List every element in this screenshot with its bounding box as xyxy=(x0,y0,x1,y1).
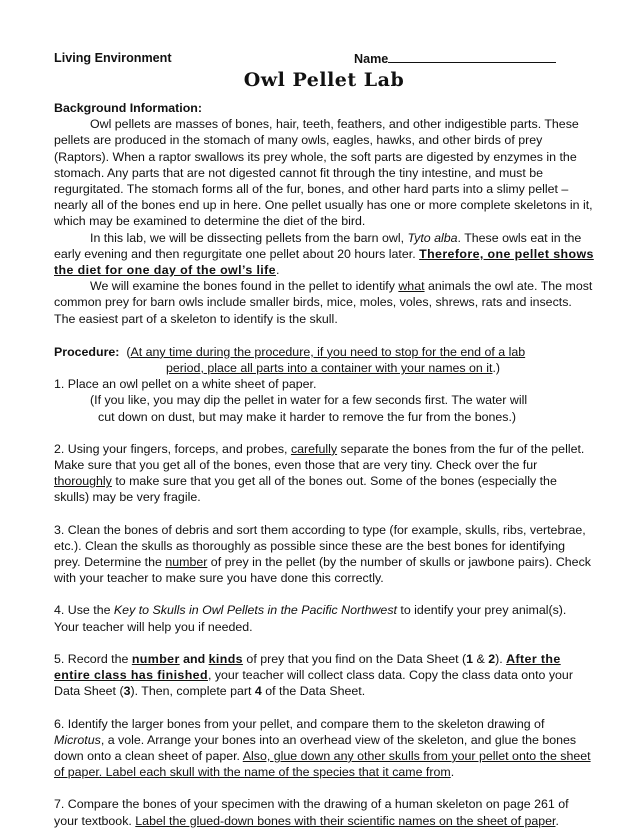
step-2: 2. Using your fingers, forceps, and probes, carefully separate the bones from the fur of the pellet. Make sure that you get all of the bones, even those that are very tiny. Check over the fur thoroughly to make sure that you get all of the bones out. Some of the bones (especially the skulls) may be very fragile. xyxy=(54,441,585,505)
step-1-note-b: cut down on dust, but may make it harder to remove the fur from the bones.) xyxy=(98,409,517,424)
page-title: Owl Pellet Lab xyxy=(243,69,405,91)
procedure-note-cont: period, place all parts into a container with your names on it.) xyxy=(166,361,501,376)
procedure-heading: Procedure: xyxy=(54,344,120,359)
step-4: 4. Use the Key to Skulls in Owl Pellets in the Pacific Northwest to identify your prey animal(s). Your teacher will help you if needed. xyxy=(54,603,567,634)
background-heading: Background Information: xyxy=(54,101,202,115)
background-paragraph-3: We will examine the bones found in the pellet to identify what animals the owl ate. The most common prey for barn owls include smaller birds, mice, moles, voles, shrews, rats and insects. The easiest part of a skeleton to identify is the skull. xyxy=(54,279,593,326)
name-field xyxy=(354,50,556,67)
step-1-note-a: (If you like, you may dip the pellet in water for a few seconds first. The water will xyxy=(90,393,528,408)
background-paragraph-1: Owl pellets are masses of bones, hair, teeth, feathers, and other indigestible parts. These pellets are produced in the stomach of many owls, eagles, hawks, and other birds of prey (Raptors). When a raptor swallows its prey whole, the soft parts are digested by enzymes in the stomach. Any parts that are not digested cannot fit through the tiny intestine, and must be regurgitated. The stomach forms all of the fur, bones, and other hard parts into a slimy pellet – nearly all of the bones end up in here. One pellet usually has one or more complete skeletons in it, which may be examined to determine the diet of the bird. xyxy=(54,117,593,229)
header xyxy=(54,50,594,68)
course-name: Living Environment xyxy=(54,51,172,65)
step-1: 1. Place an owl pellet on a white sheet of paper. xyxy=(54,377,317,392)
key-statement: Therefore, one pellet shows the diet for one day of the owl’s life xyxy=(54,246,594,278)
name-label: Name xyxy=(354,52,389,66)
species-name: Tyto alba xyxy=(407,230,458,245)
step-6: 6. Identify the larger bones from your pellet, and compare them to the skeleton drawing of Microtus, a vole. Arrange your bones into an overhead view of the skeleton, and glue the bones down onto a clean sheet of paper. Also, glue down any other skulls from your pellet onto the sheet of paper. Label each skull with the name of the species that it came from. xyxy=(54,716,591,780)
procedure-note: Procedure: (At any time during the procedure, if you need to stop for the end of a lab xyxy=(54,344,526,359)
background-paragraph-2: In this lab, we will be dissecting pellets from the barn owl, Tyto alba. These owls eat in the early evening and then regurgitate one pellet about 20 hours later. Therefore, one pellet shows the diet for one day of the owl’s life. xyxy=(54,230,594,278)
step-7: 7. Compare the bones of your specimen with the drawing of a human skeleton on page 261 of your textbook. Label the glued-down bones with their scientific names on the sheet of paper. xyxy=(54,797,569,828)
name-line[interactable] xyxy=(388,50,556,63)
step-5: 5. Record the number and kinds of prey that you find on the Data Sheet (1 & 2). After the entire class has finished, your teacher will collect class data. Copy the class data onto your Data Sheet (3). Then, complete part 4 of the Data Sheet. xyxy=(54,651,573,699)
step-3: 3. Clean the bones of debris and sort them according to type (for example, skulls, ribs, vertebrae, etc.). Clean the skulls as thoroughly as possible since these are the best bones for identifying prey. Determine the number of prey in the pellet (by the number of skulls or jawbone pairs). Check with your teacher to make sure you have done this correctly. xyxy=(54,522,591,586)
document-page xyxy=(54,50,594,829)
